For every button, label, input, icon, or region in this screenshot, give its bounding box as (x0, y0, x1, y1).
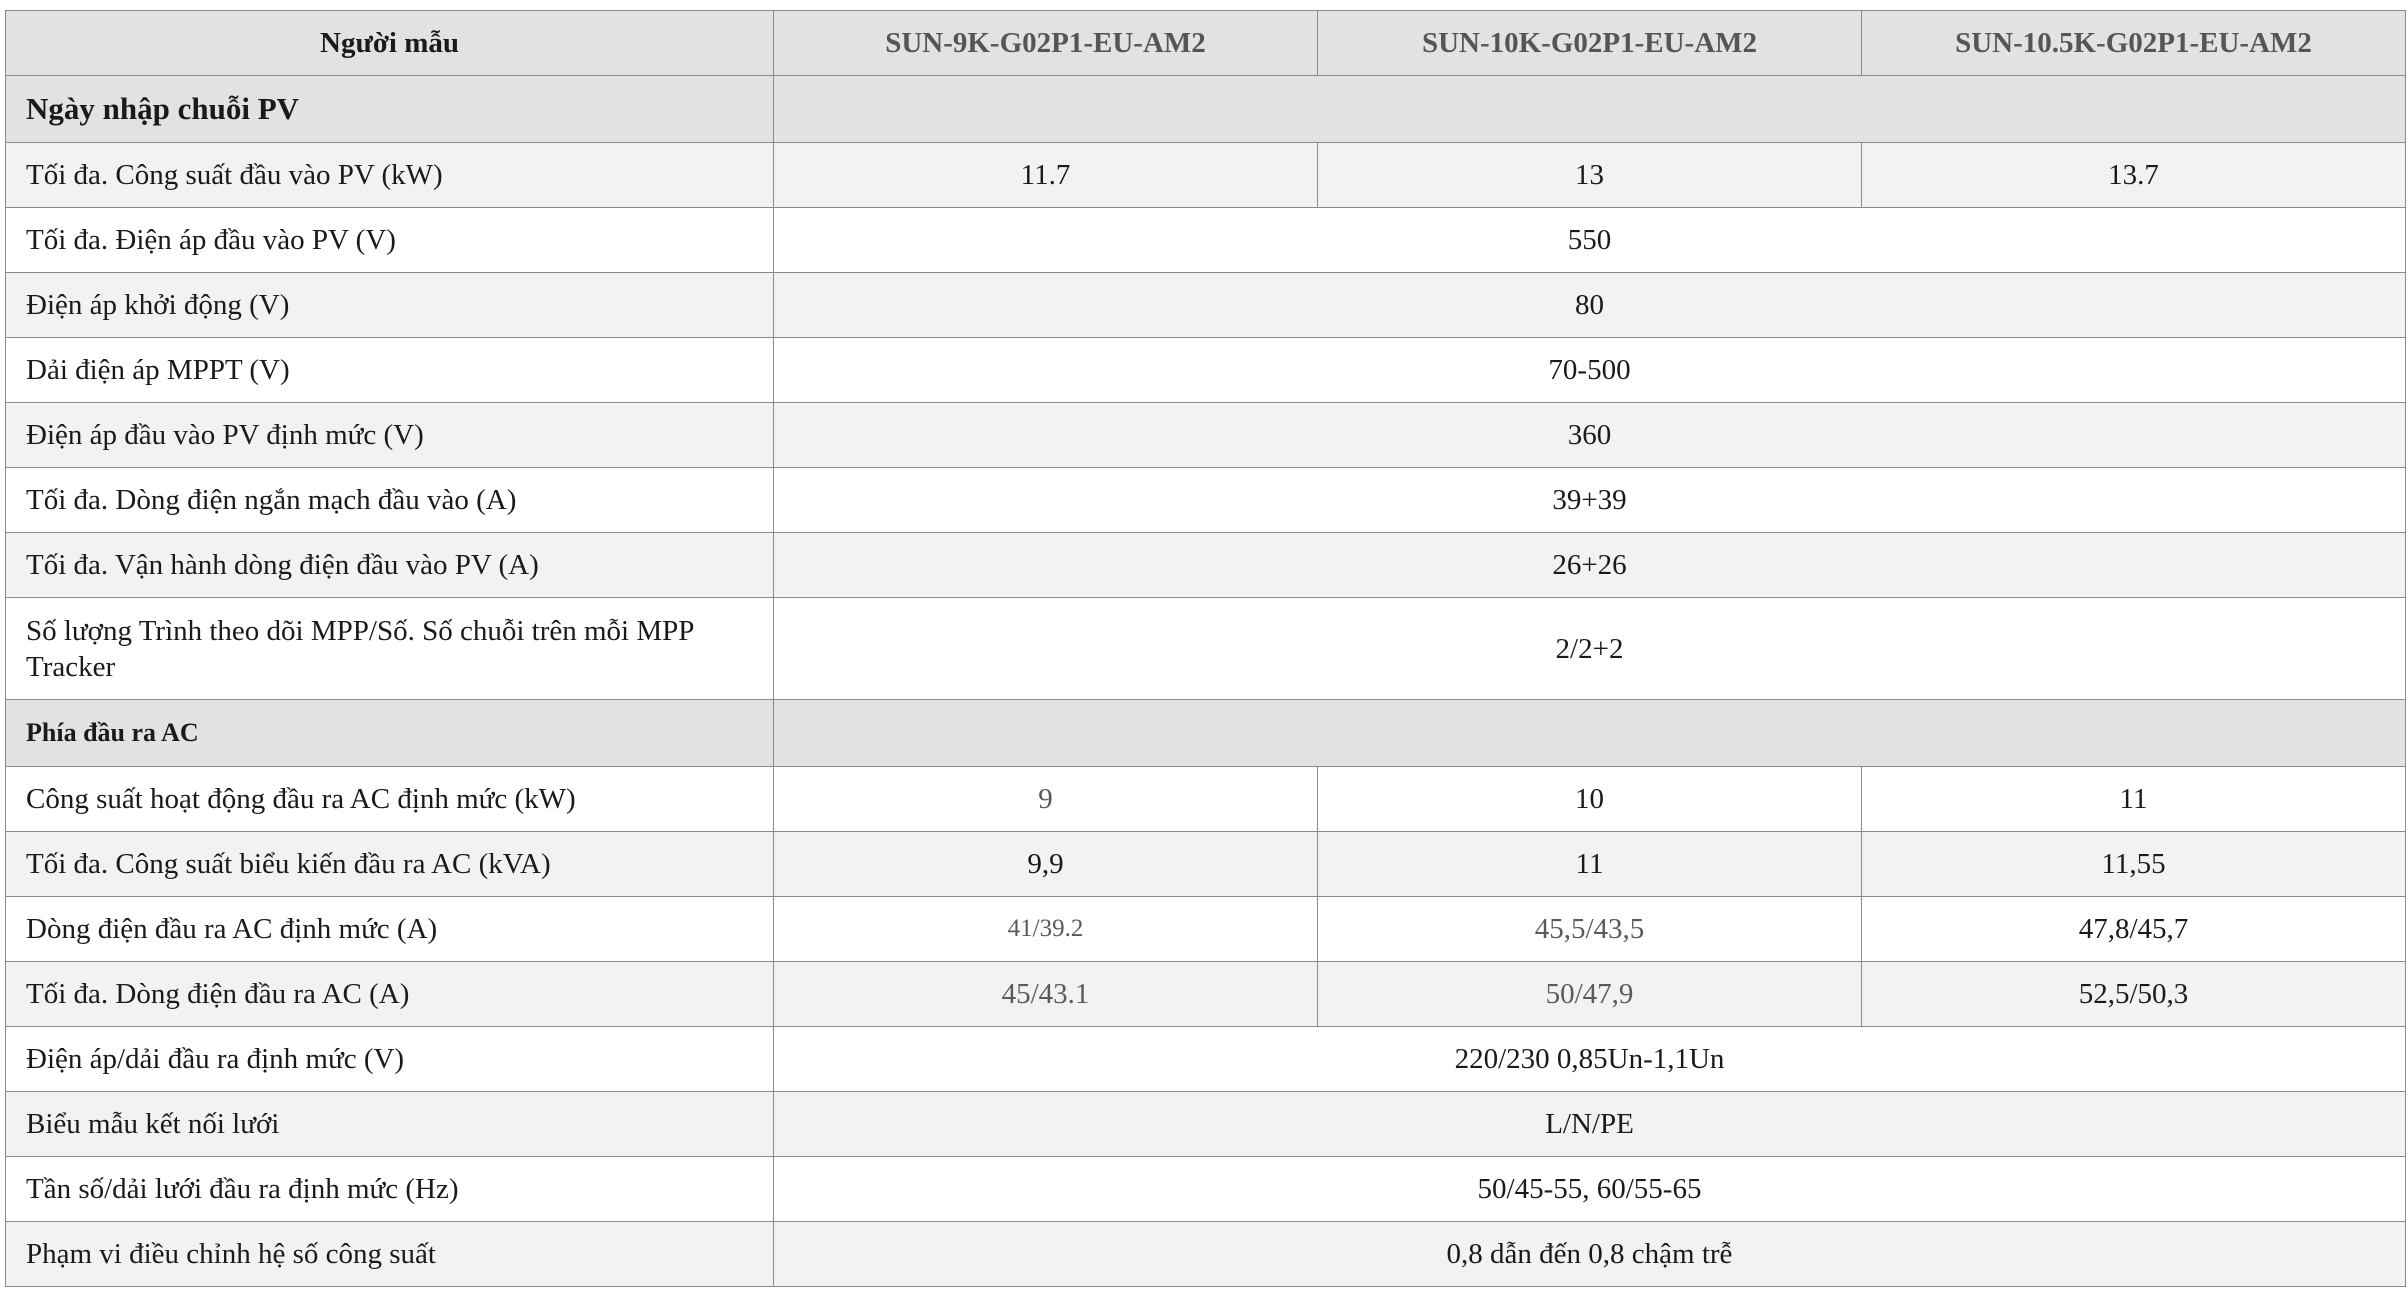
cell-value-shared: 2/2+2 (774, 598, 2406, 700)
row-label: Tối đa. Công suất biểu kiến đầu ra AC (kVA) (6, 832, 774, 897)
cell-value-10k: 11 (1318, 832, 1862, 897)
section-row-ac (6, 700, 2406, 767)
row-label: Số lượng Trình theo dõi MPP/Số. Số chuỗi trên mỗi MPP Tracker (6, 598, 774, 700)
cell-value-10k: 10 (1318, 767, 1862, 832)
row-label: Biểu mẫu kết nối lưới (6, 1092, 774, 1157)
table-row (6, 962, 2406, 1027)
cell-value-shared: 360 (774, 403, 2406, 468)
section-title-ac: Phía đầu ra AC (6, 700, 774, 767)
table-row (6, 767, 2406, 832)
table-row (6, 897, 2406, 962)
cell-value-shared: 550 (774, 208, 2406, 273)
row-label: Tối đa. Công suất đầu vào PV (kW) (6, 143, 774, 208)
cell-value-10k: 45,5/43,5 (1318, 897, 1862, 962)
cell-value-shared: 39+39 (774, 468, 2406, 533)
table-row (6, 208, 2406, 273)
cell-value-shared: 0,8 dẫn đến 0,8 chậm trễ (774, 1222, 2406, 1287)
row-label: Tối đa. Dòng điện ngắn mạch đầu vào (A) (6, 468, 774, 533)
cell-value-9k: 11.7 (774, 143, 1318, 208)
table-row (6, 338, 2406, 403)
cell-value-shared: 80 (774, 273, 2406, 338)
table-row (6, 1027, 2406, 1092)
table-row (6, 143, 2406, 208)
cell-value-shared: L/N/PE (774, 1092, 2406, 1157)
cell-value-9k: 9 (774, 767, 1318, 832)
model-header-10k: SUN-10K-G02P1-EU-AM2 (1318, 11, 1862, 76)
row-label: Phạm vi điều chỉnh hệ số công suất (6, 1222, 774, 1287)
model-header-9k: SUN-9K-G02P1-EU-AM2 (774, 11, 1318, 76)
row-label: Điện áp khởi động (V) (6, 273, 774, 338)
cell-value-10k: 13 (1318, 143, 1862, 208)
cell-value-9k: 41/39.2 (774, 897, 1318, 962)
cell-value-10-5k: 13.7 (1862, 143, 2406, 208)
cell-value-10-5k: 11,55 (1862, 832, 2406, 897)
section-filler (774, 700, 2406, 767)
model-header-10-5k: SUN-10.5K-G02P1-EU-AM2 (1862, 11, 2406, 76)
row-label: Tần số/dải lưới đầu ra định mức (Hz) (6, 1157, 774, 1222)
spec-table-container (5, 10, 2405, 1287)
section-filler (774, 76, 2406, 143)
cell-value-shared: 220/230 0,85Un-1,1Un (774, 1027, 2406, 1092)
row-label: Công suất hoạt động đầu ra AC định mức (kW) (6, 767, 774, 832)
cell-value-shared: 50/45-55, 60/55-65 (774, 1157, 2406, 1222)
table-row (6, 1092, 2406, 1157)
table-row (6, 832, 2406, 897)
cell-value-9k: 9,9 (774, 832, 1318, 897)
table-row (6, 1222, 2406, 1287)
table-row (6, 1157, 2406, 1222)
row-label: Dòng điện đầu ra AC định mức (A) (6, 897, 774, 962)
cell-value-10-5k: 11 (1862, 767, 2406, 832)
section-title-pv: Ngày nhập chuỗi PV (6, 76, 774, 143)
table-row (6, 273, 2406, 338)
cell-value-9k: 45/43.1 (774, 962, 1318, 1027)
table-row (6, 598, 2406, 700)
cell-value-10-5k: 47,8/45,7 (1862, 897, 2406, 962)
row-label: Tối đa. Điện áp đầu vào PV (V) (6, 208, 774, 273)
row-label: Tối đa. Dòng điện đầu ra AC (A) (6, 962, 774, 1027)
cell-value-shared: 26+26 (774, 533, 2406, 598)
section-row-pv (6, 76, 2406, 143)
spec-table (5, 10, 2406, 1287)
row-label: Dải điện áp MPPT (V) (6, 338, 774, 403)
cell-value-shared: 70-500 (774, 338, 2406, 403)
row-label: Điện áp/dải đầu ra định mức (V) (6, 1027, 774, 1092)
row-label: Điện áp đầu vào PV định mức (V) (6, 403, 774, 468)
table-row (6, 468, 2406, 533)
table-header-row (6, 11, 2406, 76)
row-label: Tối đa. Vận hành dòng điện đầu vào PV (A) (6, 533, 774, 598)
cell-value-10-5k: 52,5/50,3 (1862, 962, 2406, 1027)
table-row (6, 533, 2406, 598)
cell-value-10k: 50/47,9 (1318, 962, 1862, 1027)
table-row (6, 403, 2406, 468)
model-column-header: Người mẫu (6, 11, 774, 76)
